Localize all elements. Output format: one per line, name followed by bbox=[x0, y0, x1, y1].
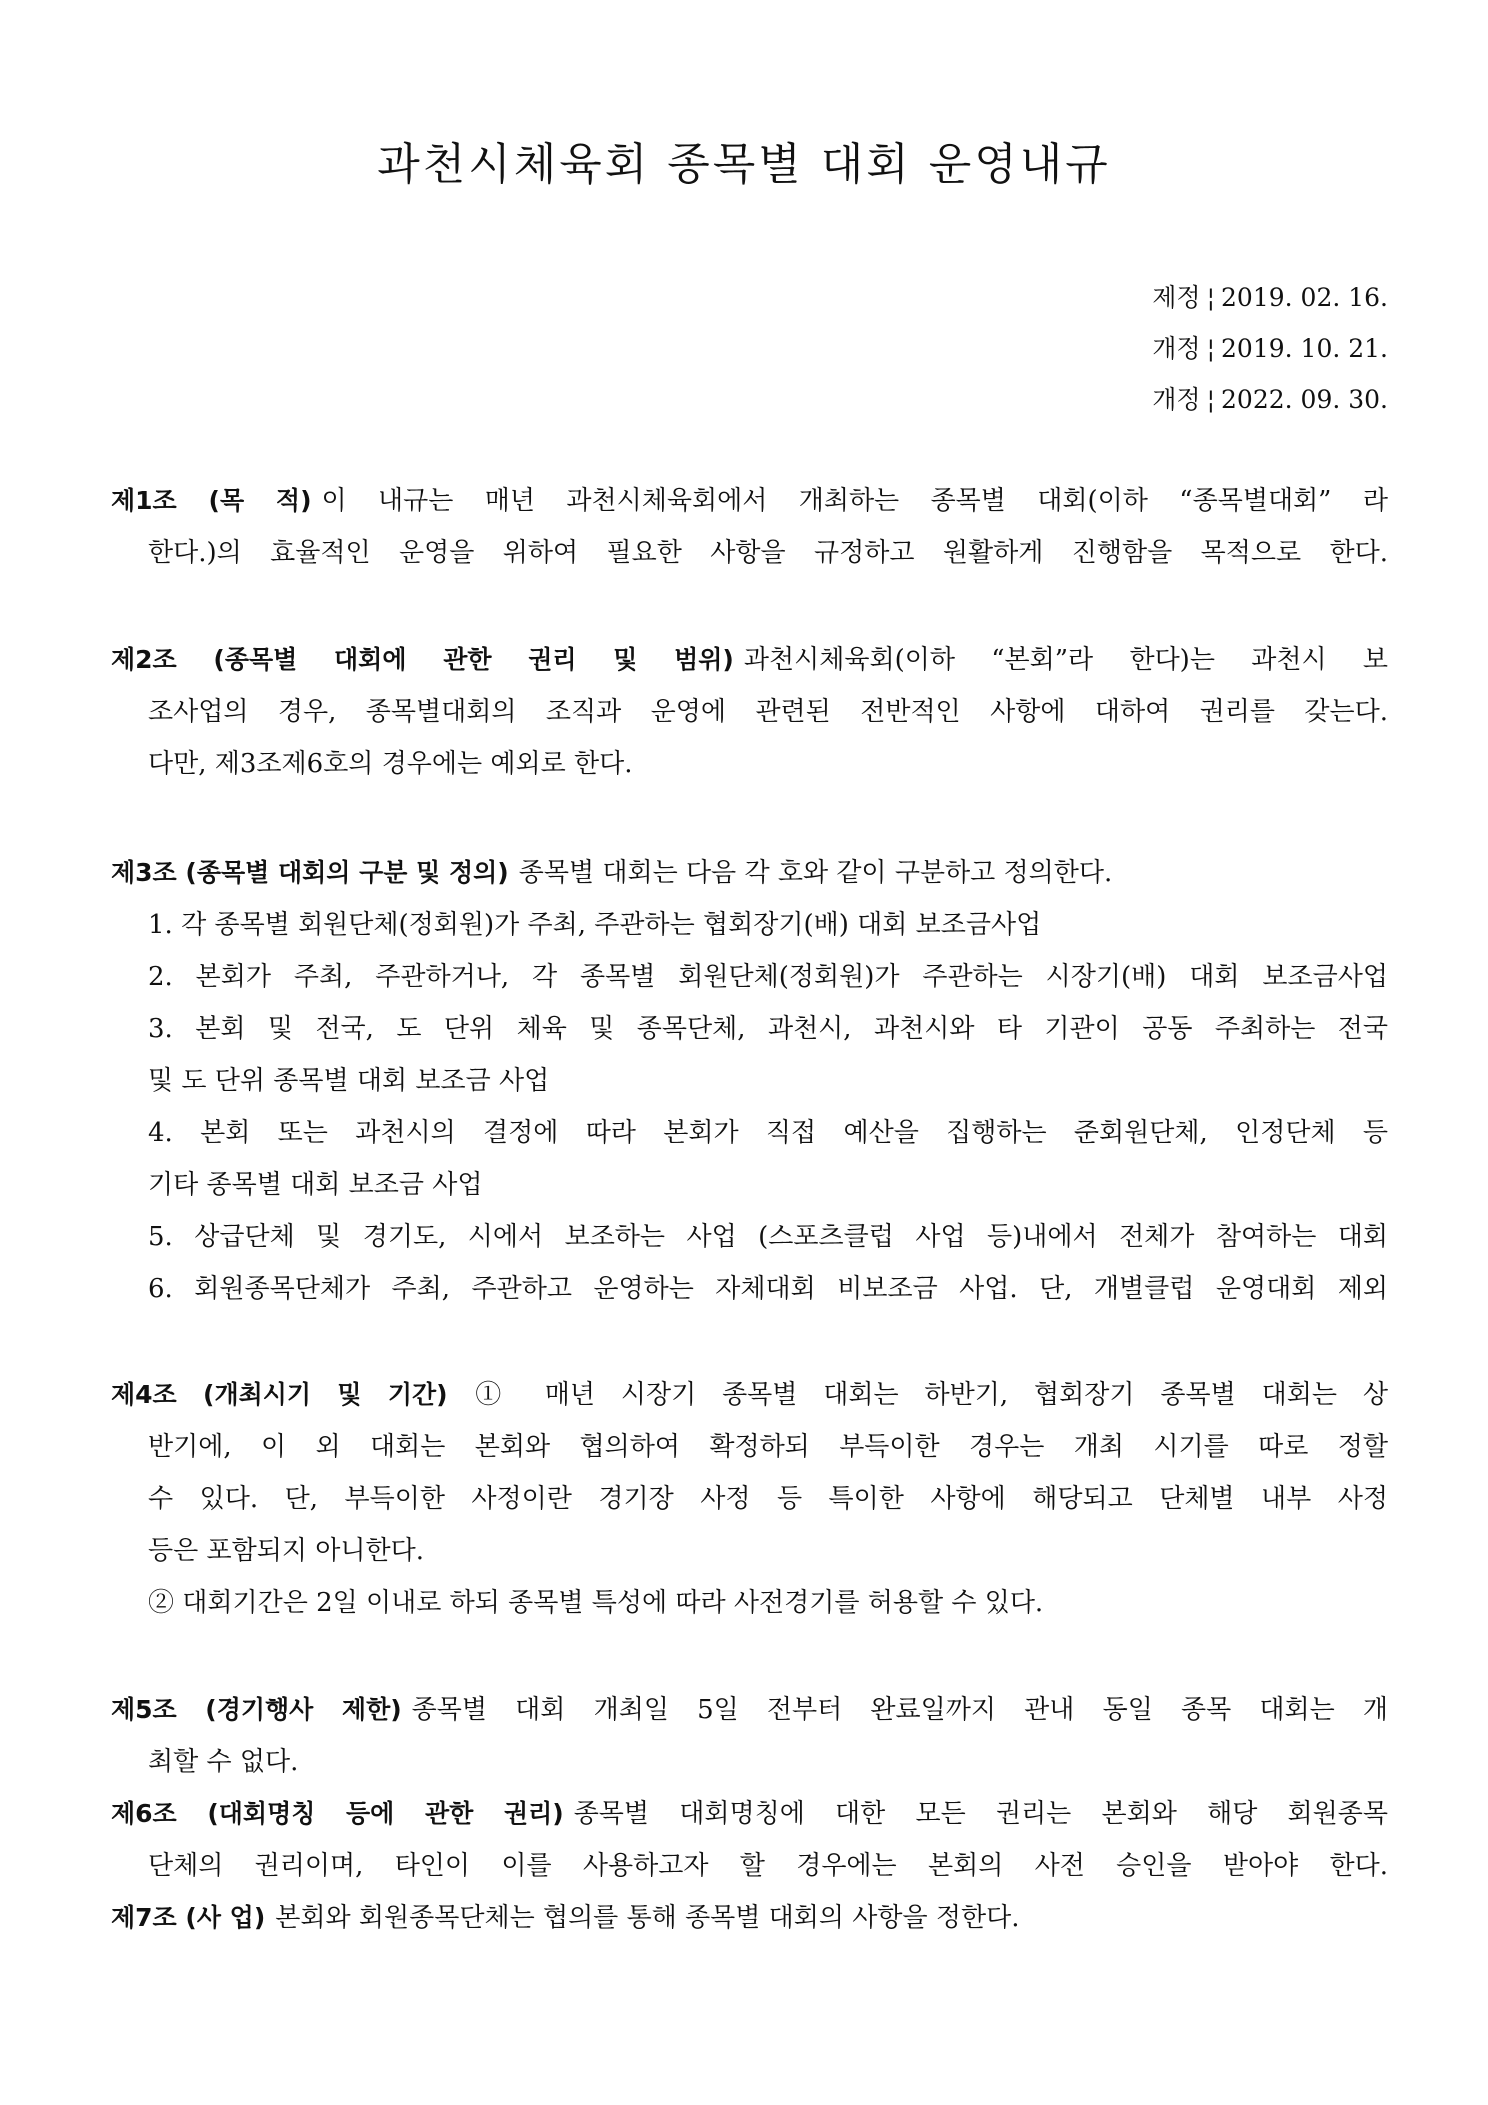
article-text: 종목별 대회 개최일 5일 전부터 완료일까지 관내 동일 종목 대회는 개 bbox=[411, 1695, 1388, 1725]
document-title: 과천시체육회 종목별 대회 운영내규 bbox=[377, 139, 1111, 190]
article-4-line-3: 수 있다. 단, 부득이한 사정이란 경기장 사정 등 특이한 사항에 해당되고 단체별 내부 사정 bbox=[148, 1484, 1388, 1514]
article-1-line-2: 한다.)의 효율적인 운영을 위하여 필요한 사항을 규정하고 원활하게 진행함을 목적으로 한다. bbox=[148, 538, 1388, 568]
article-3-item-2: 2. 본회가 주최, 주관하거나, 각 종목별 회원단체(정회원)가 주관하는 시장기(배) 대회 보조금사업 bbox=[148, 962, 1388, 992]
article-text: 종목별 대회명칭에 대한 모든 권리는 본회와 해당 회원종목 bbox=[573, 1799, 1388, 1829]
article-4-line-4: 등은 포함되지 아니한다. bbox=[148, 1536, 424, 1566]
article-text: 이 내규는 매년 과천시체육회에서 개최하는 종목별 대회(이하 “종목별대회” 라 bbox=[321, 486, 1388, 516]
article-4 bbox=[111, 1375, 1388, 1415]
article-3-item-6: 6. 회원종목단체가 주최, 주관하고 운영하는 자체대회 비보조금 사업. 단, 개별클럽 운영대회 제외 bbox=[148, 1274, 1388, 1304]
article-heading: 제1조 (목 적) bbox=[111, 486, 312, 515]
article-6 bbox=[111, 1794, 1388, 1834]
history-separator: ¦ bbox=[1206, 283, 1216, 312]
article-6-line-2: 단체의 권리이며, 타인이 이를 사용하고자 할 경우에는 본회의 사전 승인을 받아야 한다. bbox=[148, 1851, 1388, 1881]
article-4-paragraph-2: ② 대회기간은 2일 이내로 하되 종목별 특성에 따라 사전경기를 허용할 수 있다. bbox=[148, 1588, 1044, 1618]
history-date: 2022. 09. 30. bbox=[1221, 385, 1388, 414]
history-separator: ¦ bbox=[1206, 334, 1216, 363]
article-3-item-3-cont: 및 도 단위 종목별 대회 보조금 사업 bbox=[148, 1066, 550, 1096]
article-3-item-5: 5. 상급단체 및 경기도, 시에서 보조하는 사업 (스포츠클럽 사업 등)내에서 전체가 참여하는 대회 bbox=[148, 1222, 1388, 1252]
article-5-line-2: 최할 수 없다. bbox=[148, 1747, 299, 1777]
article-3-item-4-cont: 기타 종목별 대회 보조금 사업 bbox=[148, 1170, 483, 1200]
article-5 bbox=[111, 1690, 1388, 1730]
article-heading: 제6조 (대회명칭 등에 관한 권리) bbox=[111, 1799, 564, 1828]
article-7 bbox=[111, 1898, 1388, 1938]
history-amended-1 bbox=[988, 323, 1388, 374]
article-3-item-3: 3. 본회 및 전국, 도 단위 체육 및 종목단체, 과천시, 과천시와 타 기관이 공동 주최하는 전국 bbox=[148, 1014, 1388, 1044]
article-heading: 제3조 (종목별 대회의 구분 및 정의) bbox=[111, 858, 509, 887]
article-text: 본회와 회원종목단체는 협의를 통해 종목별 대회의 사항을 정한다. bbox=[275, 1903, 1020, 1933]
article-text: ① 매년 시장기 종목별 대회는 하반기, 협회장기 종목별 대회는 상 bbox=[457, 1380, 1388, 1410]
history-label: 제정 bbox=[1152, 283, 1201, 312]
history-amended-2 bbox=[988, 374, 1388, 425]
article-2-line-3: 다만, 제3조제6호의 경우에는 예외로 한다. bbox=[148, 749, 633, 779]
article-text: 과천시체육회(이하 “본회”라 한다)는 과천시 보 bbox=[743, 645, 1388, 675]
article-3-item-1: 1. 각 종목별 회원단체(정회원)가 주최, 주관하는 협회장기(배) 대회 보조금사업 bbox=[148, 910, 1042, 940]
article-heading: 제2조 (종목별 대회에 관한 권리 및 범위) bbox=[111, 645, 734, 674]
history-separator: ¦ bbox=[1206, 385, 1216, 414]
history-enacted bbox=[988, 272, 1388, 323]
revision-history bbox=[988, 272, 1388, 425]
history-label: 개정 bbox=[1152, 334, 1201, 363]
article-2 bbox=[111, 640, 1388, 680]
article-text: 종목별 대회는 다음 각 호와 같이 구분하고 정의한다. bbox=[518, 858, 1113, 888]
article-heading: 제7조 (사 업) bbox=[111, 1903, 266, 1932]
history-date: 2019. 10. 21. bbox=[1221, 334, 1388, 363]
article-4-line-2: 반기에, 이 외 대회는 본회와 협의하여 확정하되 부득이한 경우는 개최 시기를 따로 정할 bbox=[148, 1432, 1388, 1462]
article-2-line-2: 조사업의 경우, 종목별대회의 조직과 운영에 관련된 전반적인 사항에 대하여 권리를 갖는다. bbox=[148, 697, 1388, 727]
article-heading: 제4조 (개최시기 및 기간) bbox=[111, 1380, 448, 1409]
article-heading: 제5조 (경기행사 제한) bbox=[111, 1695, 402, 1724]
article-3-item-4: 4. 본회 또는 과천시의 결정에 따라 본회가 직접 예산을 집행하는 준회원단체, 인정단체 등 bbox=[148, 1118, 1388, 1148]
history-date: 2019. 02. 16. bbox=[1221, 283, 1388, 312]
history-label: 개정 bbox=[1152, 385, 1201, 414]
article-1 bbox=[111, 481, 1388, 521]
article-3 bbox=[111, 853, 1388, 893]
